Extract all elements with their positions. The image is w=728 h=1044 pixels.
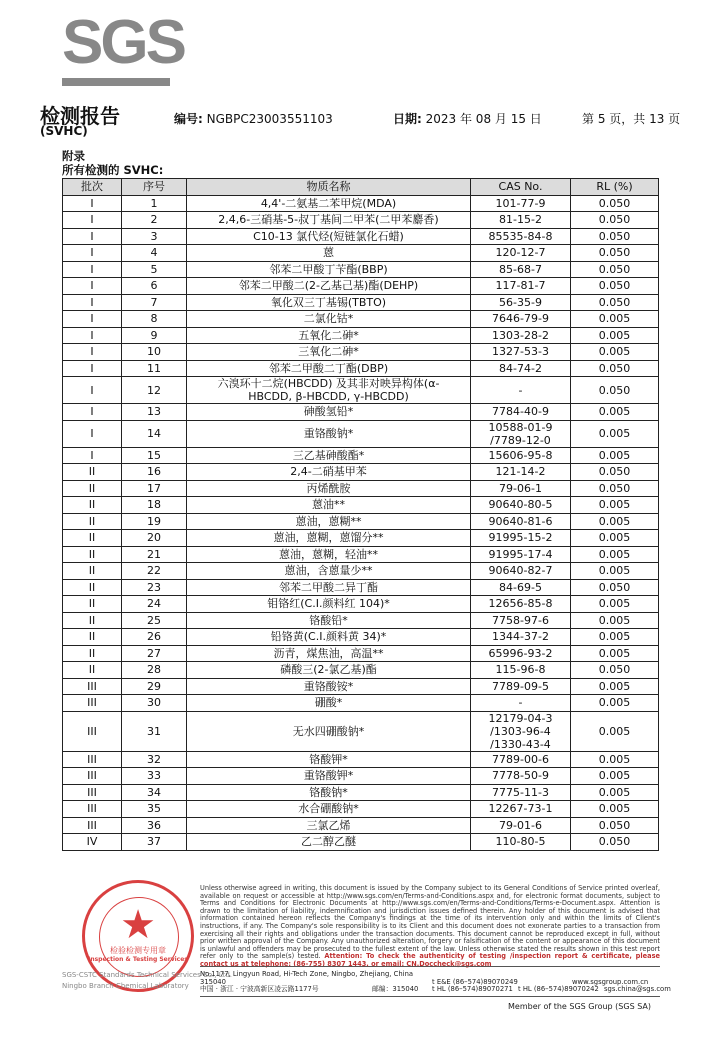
cell-name: 氧化双三丁基锡(TBTO)	[187, 294, 471, 311]
cell-batch: I	[63, 420, 122, 447]
telephone-cn: t HL (86–574)89070271	[432, 985, 513, 993]
cell-cas: 115-96-8	[471, 662, 571, 679]
cell-rl: 0.050	[571, 195, 659, 212]
cell-rl: 0.050	[571, 228, 659, 245]
logo-text: SGS	[62, 8, 184, 77]
cell-cas: 91995-15-2	[471, 530, 571, 547]
cell-cas: 7646-79-9	[471, 311, 571, 328]
cell-name: 铬酸钠*	[187, 784, 471, 801]
table-row	[63, 834, 659, 851]
table-row	[63, 464, 659, 481]
cell-cas: 7778-50-9	[471, 768, 571, 785]
table-row	[63, 678, 659, 695]
cell-rl: 0.005	[571, 344, 659, 361]
cell-rl: 0.005	[571, 327, 659, 344]
cell-cas: 84-74-2	[471, 360, 571, 377]
cell-cas: 7758-97-6	[471, 612, 571, 629]
cell-name: 六溴环十二烷(HBCDD) 及其非对映异构体(α- HBCDD, β-HBCDD, γ-HBCDD)	[187, 377, 471, 404]
cell-batch: III	[63, 751, 122, 768]
cell-cas: 1303-28-2	[471, 327, 571, 344]
cell-name: 重铬酸铵*	[187, 678, 471, 695]
sgs-logo	[62, 8, 184, 77]
cell-num: 10	[122, 344, 187, 361]
cell-name: 重铬酸钠*	[187, 420, 471, 447]
table-row	[63, 377, 659, 404]
cell-cas: 90640-80-5	[471, 497, 571, 514]
cell-batch: II	[63, 579, 122, 596]
telephone-en: t E&E (86–574)89070249	[432, 978, 518, 986]
cell-rl: 0.005	[571, 447, 659, 464]
cell-batch: II	[63, 563, 122, 580]
cell-name: 重铬酸钾*	[187, 768, 471, 785]
cell-cas: 84-69-5	[471, 579, 571, 596]
cell-num: 6	[122, 278, 187, 295]
cell-rl: 0.050	[571, 212, 659, 229]
cell-name: 邻苯二甲酸二丁酯(DBP)	[187, 360, 471, 377]
table-row	[63, 784, 659, 801]
cell-rl: 0.050	[571, 480, 659, 497]
report-number-label: 编号:	[174, 112, 203, 126]
cell-cas: 90640-82-7	[471, 563, 571, 580]
appendix-label: 附录	[62, 149, 85, 163]
cell-name: C10-13 氯代烃(短链氯化石蜡)	[187, 228, 471, 245]
cell-cas: 1327-53-3	[471, 344, 571, 361]
table-row	[63, 662, 659, 679]
table-row	[63, 579, 659, 596]
cell-rl: 0.005	[571, 596, 659, 613]
seal-branch-en: Ningbo Branch Chemical Laboratory	[62, 982, 189, 990]
cell-name: 2,4,6-三硝基-5-叔丁基间二甲苯(二甲苯麝香)	[187, 212, 471, 229]
table-row	[63, 768, 659, 785]
table-row	[63, 612, 659, 629]
cell-batch: II	[63, 480, 122, 497]
cell-cas: -	[471, 695, 571, 712]
cell-batch: I	[63, 294, 122, 311]
table-row	[63, 645, 659, 662]
cell-batch: I	[63, 344, 122, 361]
table-row	[63, 261, 659, 278]
table-row	[63, 530, 659, 547]
seal-center-text: 检验检测专用章	[110, 946, 166, 955]
cell-cas: 79-01-6	[471, 817, 571, 834]
cell-batch: III	[63, 784, 122, 801]
table-row	[63, 420, 659, 447]
footer-divider-bottom	[200, 996, 660, 997]
table-row	[63, 695, 659, 712]
cell-rl: 0.005	[571, 784, 659, 801]
page-number: 第 5 页，共 13 页	[582, 112, 681, 126]
svhc-table	[62, 178, 659, 851]
cell-name: 蒽油，含蒽量少**	[187, 563, 471, 580]
cell-name: 蒽油，蒽糊，轻油**	[187, 546, 471, 563]
cell-rl: 0.050	[571, 360, 659, 377]
section-heading: 所有检测的 SVHC:	[62, 163, 164, 177]
cell-num: 31	[122, 711, 187, 751]
cell-rl: 0.050	[571, 817, 659, 834]
cell-rl: 0.005	[571, 768, 659, 785]
sgs-member-text: Member of the SGS Group (SGS SA)	[508, 1002, 652, 1011]
cell-batch: I	[63, 447, 122, 464]
address-cn: 中国 · 浙江 · 宁波高新区凌云路1177号	[200, 985, 319, 993]
cell-name: 沥青，煤焦油，高温**	[187, 645, 471, 662]
cell-batch: I	[63, 278, 122, 295]
table-row	[63, 447, 659, 464]
cell-cas: 85535-84-8	[471, 228, 571, 245]
cell-rl: 0.005	[571, 530, 659, 547]
cell-num: 16	[122, 464, 187, 481]
cell-name: 蒽油，蒽糊，蒽馏分**	[187, 530, 471, 547]
cell-name: 无水四硼酸钠*	[187, 711, 471, 751]
cell-rl: 0.050	[571, 579, 659, 596]
cell-num: 14	[122, 420, 187, 447]
report-date-label: 日期:	[393, 112, 422, 126]
cell-rl: 0.050	[571, 261, 659, 278]
cell-num: 27	[122, 645, 187, 662]
col-header-substance: 物质名称	[187, 179, 471, 196]
cell-name: 钼铬红(C.I.颜料红 104)*	[187, 596, 471, 613]
cell-rl: 0.005	[571, 311, 659, 328]
cell-num: 11	[122, 360, 187, 377]
table-row	[63, 311, 659, 328]
cell-batch: II	[63, 497, 122, 514]
cell-batch: II	[63, 530, 122, 547]
cell-num: 35	[122, 801, 187, 818]
cell-name: 邻苯二甲酸二(2-乙基己基)酯(DEHP)	[187, 278, 471, 295]
table-row	[63, 596, 659, 613]
cell-num: 30	[122, 695, 187, 712]
cell-cas: 79-06-1	[471, 480, 571, 497]
cell-cas: 12267-73-1	[471, 801, 571, 818]
cell-name: 蒽油**	[187, 497, 471, 514]
cell-cas: 65996-93-2	[471, 645, 571, 662]
cell-batch: I	[63, 245, 122, 262]
table-row	[63, 360, 659, 377]
cell-cas: 12179-04-3 /1303-96-4 /1330-43-4	[471, 711, 571, 751]
table-row	[63, 327, 659, 344]
cell-batch: II	[63, 662, 122, 679]
cell-num: 29	[122, 678, 187, 695]
cell-num: 34	[122, 784, 187, 801]
table-row	[63, 711, 659, 751]
cell-name: 2,4-二硝基甲苯	[187, 464, 471, 481]
cell-batch: III	[63, 768, 122, 785]
cell-name: 磷酸三(2-氯乙基)酯	[187, 662, 471, 679]
cell-cas: 7789-09-5	[471, 678, 571, 695]
cell-batch: I	[63, 228, 122, 245]
cell-batch: I	[63, 360, 122, 377]
col-header-cas: CAS No.	[471, 179, 571, 196]
table-row	[63, 294, 659, 311]
cell-num: 22	[122, 563, 187, 580]
seal-english-text: Inspection & Testing Services	[88, 956, 188, 963]
cell-rl: 0.050	[571, 294, 659, 311]
cell-name: 4,4'-二氨基二苯甲烷(MDA)	[187, 195, 471, 212]
cell-batch: I	[63, 404, 122, 421]
cell-num: 18	[122, 497, 187, 514]
cell-batch: IV	[63, 834, 122, 851]
col-header-rl: RL (%)	[571, 179, 659, 196]
cell-num: 15	[122, 447, 187, 464]
table-row	[63, 404, 659, 421]
cell-cas: 121-14-2	[471, 464, 571, 481]
cell-cas: 81-15-2	[471, 212, 571, 229]
cell-batch: III	[63, 678, 122, 695]
cell-batch: II	[63, 612, 122, 629]
cell-num: 4	[122, 245, 187, 262]
table-row	[63, 513, 659, 530]
cell-cas: 91995-17-4	[471, 546, 571, 563]
address-cn-line	[200, 983, 671, 993]
cell-name: 丙烯酰胺	[187, 480, 471, 497]
authenticity-notice: Attention: To check the authenticity of testing /inspection report & certificate, please contact us at telephone: (86-755) 8307 1443, or email: CN.Doccheck@sgs.com	[200, 952, 660, 968]
cell-num: 32	[122, 751, 187, 768]
cell-name: 水合硼酸钠*	[187, 801, 471, 818]
cell-cas: 85-68-7	[471, 261, 571, 278]
table-row	[63, 817, 659, 834]
cell-name: 五氧化二砷*	[187, 327, 471, 344]
cell-cas: 12656-85-8	[471, 596, 571, 613]
cell-batch: I	[63, 311, 122, 328]
cell-num: 3	[122, 228, 187, 245]
report-number	[174, 110, 333, 127]
cell-rl: 0.005	[571, 751, 659, 768]
cell-batch: I	[63, 195, 122, 212]
website-link[interactable]: www.sgsgroup.com.cn	[572, 978, 649, 986]
cell-num: 19	[122, 513, 187, 530]
cell-num: 13	[122, 404, 187, 421]
report-number-value: NGBPC23003551103	[206, 112, 333, 126]
cell-cas: 90640-81-6	[471, 513, 571, 530]
table-row	[63, 245, 659, 262]
cell-name: 铅铬黄(C.I.颜料黄 34)*	[187, 629, 471, 646]
logo-bar	[62, 78, 170, 86]
cell-batch: I	[63, 212, 122, 229]
table-row	[63, 195, 659, 212]
cell-batch: II	[63, 464, 122, 481]
cell-batch: III	[63, 711, 122, 751]
cell-cas: 117-81-7	[471, 278, 571, 295]
cell-cas: 7784-40-9	[471, 404, 571, 421]
cell-rl: 0.050	[571, 245, 659, 262]
table-row	[63, 801, 659, 818]
cell-batch: III	[63, 801, 122, 818]
seal-company-en: SGS-CSTC Standards Technical Services Co., Ltd.	[62, 971, 233, 979]
cell-cas: 56-35-9	[471, 294, 571, 311]
cell-num: 17	[122, 480, 187, 497]
cell-cas: 15606-95-8	[471, 447, 571, 464]
cell-cas: 7775-11-3	[471, 784, 571, 801]
cell-num: 20	[122, 530, 187, 547]
cell-rl: 0.005	[571, 629, 659, 646]
cell-cas: -	[471, 377, 571, 404]
cell-num: 5	[122, 261, 187, 278]
table-row	[63, 278, 659, 295]
terms-text	[200, 885, 660, 969]
cell-cas: 110-80-5	[471, 834, 571, 851]
cell-batch: II	[63, 596, 122, 613]
cell-num: 21	[122, 546, 187, 563]
col-header-number: 序号	[122, 179, 187, 196]
cell-name: 二氯化钴*	[187, 311, 471, 328]
table-row	[63, 212, 659, 229]
report-subtitle: (SVHC)	[40, 124, 88, 138]
cell-name: 蒽油，蒽糊**	[187, 513, 471, 530]
cell-batch: III	[63, 817, 122, 834]
cell-rl: 0.050	[571, 662, 659, 679]
cell-num: 8	[122, 311, 187, 328]
table-row	[63, 546, 659, 563]
cell-num: 2	[122, 212, 187, 229]
postcode: 邮编：315040	[372, 985, 419, 993]
table-row	[63, 751, 659, 768]
cell-num: 26	[122, 629, 187, 646]
cell-name: 硼酸*	[187, 695, 471, 712]
cell-num: 1	[122, 195, 187, 212]
cell-name: 三氯乙烯	[187, 817, 471, 834]
cell-rl: 0.005	[571, 645, 659, 662]
cell-num: 25	[122, 612, 187, 629]
report-date-value: 2023 年 08 月 15 日	[425, 112, 542, 126]
cell-batch: III	[63, 695, 122, 712]
terms-body: Unless otherwise agreed in writing, this document is issued by the Company subject to its General Conditions of Service printed overleaf, available on request or accessible at http://www.sgs.com/en/Terms-and-Conditions.aspx and, for electronic format documents, subject to Terms and Conditions for Electronic Documents at http://www.sgs.com/en/Terms-and-Conditions/Terms-e-Document.aspx. Attention is drawn to the limitation of liability, indemnification and jurisdiction issues defined therein. Any holder of this document is advised that information contained hereon reflects the Company's findings at the time of its intervention only and within the limits of Client's instructions, if any. The Company's sole responsibility is to its Client and this document does not exonerate parties to a transaction from exercising all their rights and obligations under the transaction documents. This document cannot be reproduced except in full, without prior written approval of the Company. Any unauthorized alteration, forgery or falsification of the content or appearance of this document is unlawful and offenders may be prosecuted to the fullest extent of the law. Unless otherwise stated the results shown in this test report refer only to the sample(s) tested.	[200, 884, 660, 961]
cell-batch: II	[63, 629, 122, 646]
cell-rl: 0.005	[571, 546, 659, 563]
cell-rl: 0.005	[571, 563, 659, 580]
star-icon: ★	[120, 902, 156, 948]
cell-num: 33	[122, 768, 187, 785]
cell-cas: 120-12-7	[471, 245, 571, 262]
table-header-row	[63, 179, 659, 196]
cell-name: 乙二醇乙醚	[187, 834, 471, 851]
cell-name: 邻苯二甲酸二异丁酯	[187, 579, 471, 596]
cell-rl: 0.005	[571, 513, 659, 530]
cell-num: 7	[122, 294, 187, 311]
cell-batch: II	[63, 513, 122, 530]
cell-rl: 0.005	[571, 420, 659, 447]
cell-rl: 0.050	[571, 377, 659, 404]
cell-rl: 0.005	[571, 695, 659, 712]
table-row	[63, 344, 659, 361]
table-row	[63, 480, 659, 497]
cell-rl: 0.005	[571, 497, 659, 514]
cell-batch: II	[63, 546, 122, 563]
table-row	[63, 563, 659, 580]
table-row	[63, 629, 659, 646]
email-link[interactable]: sgs.china@sgs.com	[604, 985, 671, 993]
cell-batch: I	[63, 261, 122, 278]
report-date	[393, 110, 542, 127]
cell-num: 24	[122, 596, 187, 613]
cell-rl: 0.005	[571, 711, 659, 751]
cell-name: 蒽	[187, 245, 471, 262]
cell-name: 三氧化二砷*	[187, 344, 471, 361]
cell-cas: 101-77-9	[471, 195, 571, 212]
cell-num: 36	[122, 817, 187, 834]
cell-rl: 0.005	[571, 404, 659, 421]
cell-num: 28	[122, 662, 187, 679]
cell-num: 37	[122, 834, 187, 851]
address-en: No.1177, Lingyun Road, Hi-Tech Zone, Ningbo, Zhejiang, China 315040	[200, 970, 414, 986]
cell-num: 23	[122, 579, 187, 596]
cell-rl: 0.050	[571, 464, 659, 481]
cell-rl: 0.005	[571, 612, 659, 629]
table-row	[63, 228, 659, 245]
cell-name: 邻苯二甲酸丁苄酯(BBP)	[187, 261, 471, 278]
cell-cas: 1344-37-2	[471, 629, 571, 646]
cell-rl: 0.050	[571, 834, 659, 851]
cell-name: 铬酸钾*	[187, 751, 471, 768]
report-title: 检测报告	[40, 104, 120, 128]
fax: t HL (86–574)89070242	[518, 985, 599, 993]
table-row	[63, 497, 659, 514]
cell-num: 9	[122, 327, 187, 344]
cell-rl: 0.050	[571, 278, 659, 295]
cell-cas: 10588-01-9 /7789-12-0	[471, 420, 571, 447]
cell-batch: II	[63, 645, 122, 662]
cell-rl: 0.005	[571, 801, 659, 818]
cell-num: 12	[122, 377, 187, 404]
cell-batch: I	[63, 377, 122, 404]
cell-cas: 7789-00-6	[471, 751, 571, 768]
cell-name: 铬酸铅*	[187, 612, 471, 629]
cell-batch: I	[63, 327, 122, 344]
cell-name: 三乙基砷酸酯*	[187, 447, 471, 464]
footer-divider-top	[200, 966, 660, 967]
cell-rl: 0.005	[571, 678, 659, 695]
cell-name: 砷酸氢铅*	[187, 404, 471, 421]
col-header-batch: 批次	[63, 179, 122, 196]
